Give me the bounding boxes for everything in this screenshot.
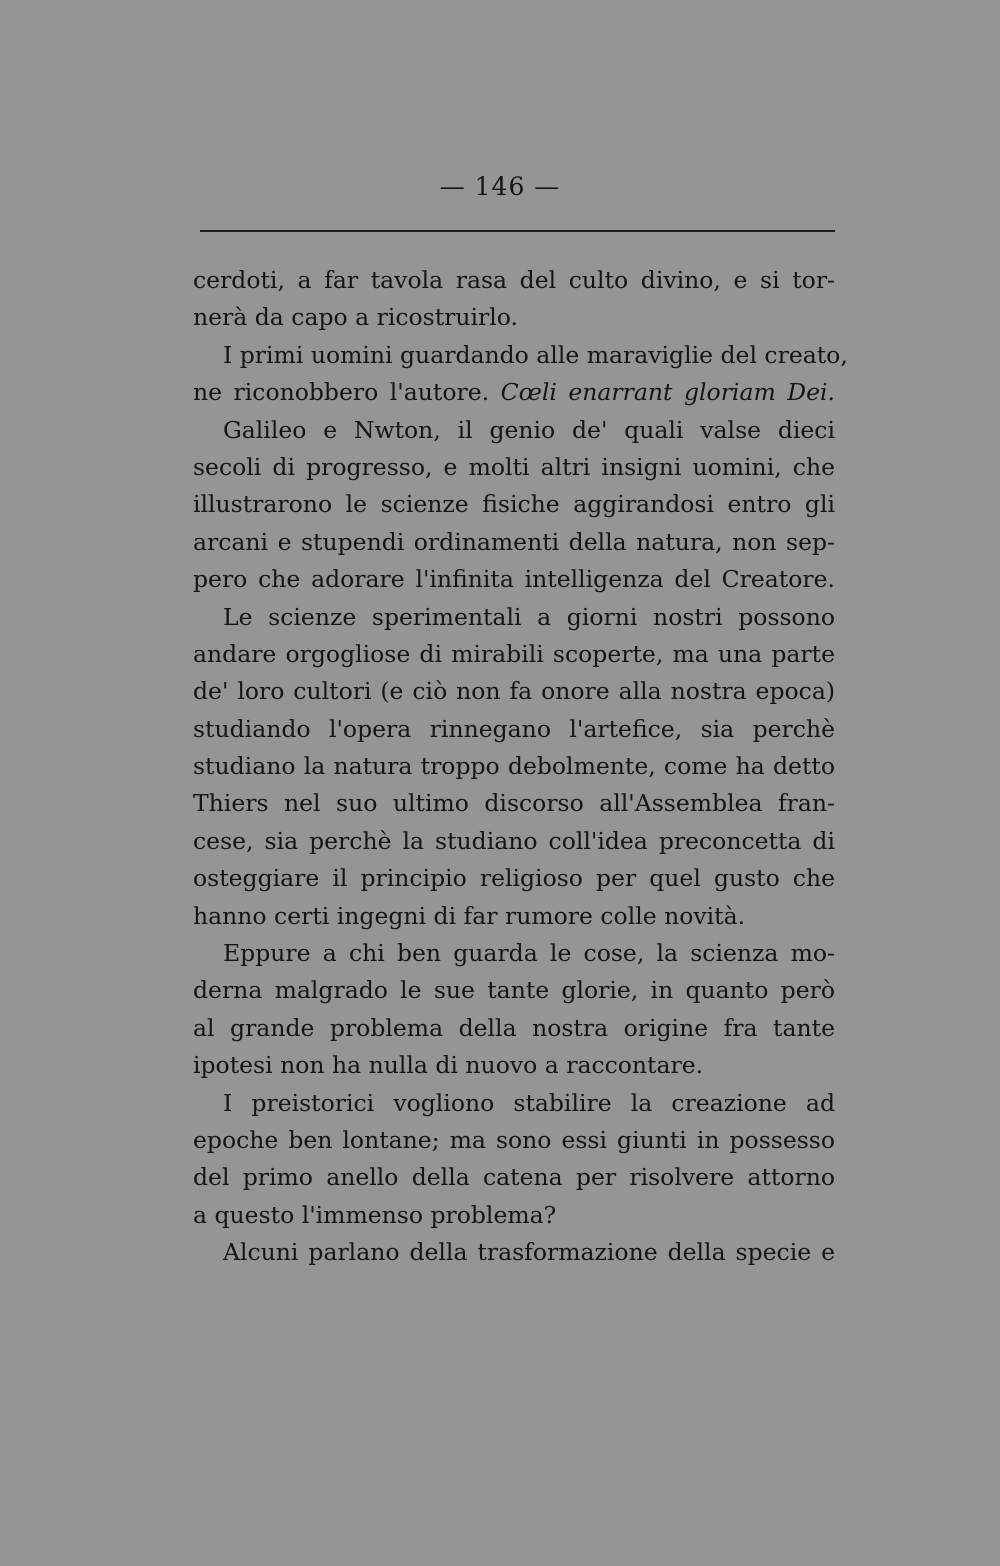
text-line-roman: ne riconobbero l'autore. (193, 378, 490, 407)
text-line: al grande problema della nostra origine fra tante (193, 1013, 835, 1042)
text-line: studiando l'opera rinnegano l'artefice, sia perchè (193, 714, 835, 743)
text-line: osteggiare il principio religioso per quel gusto che (193, 864, 835, 893)
text-line: Alcuni parlano della trasformazione della specie e (223, 1238, 835, 1267)
text-line: I preistorici vogliono stabilire la creazione ad (223, 1088, 835, 1117)
text-line: Galileo e Nwton, il genio de' quali valse dieci (223, 415, 835, 444)
text-line: cerdoti, a far tavola rasa del culto divino, e si tor- (193, 266, 835, 294)
text-line: de' loro cultori (e ciò non fa onore alla nostra epoca) (193, 677, 835, 706)
text-line: arcani e stupendi ordinamenti della natura, non sep- (193, 527, 835, 556)
page-number: — 146 — (439, 172, 561, 201)
text-line: a questo l'immenso problema? (193, 1200, 557, 1229)
text-line: hanno certi ingegni di far rumore colle novità. (193, 901, 746, 930)
text-line: cese, sia perchè la studiano coll'idea preconcetta di (193, 826, 835, 855)
text-line: I primi uomini guardando alle maraviglie del creato, (223, 340, 848, 369)
body-text (193, 262, 848, 1272)
text-line: illustrarono le scienze fisiche aggirandosi entro gli (193, 490, 835, 519)
header-rule (200, 230, 835, 232)
text-line: Le scienze sperimentali a giorni nostri possono (223, 602, 835, 631)
text-line (193, 374, 835, 411)
text-line: del primo anello della catena per risolvere attorno (193, 1163, 835, 1192)
text-line: Eppure a chi ben guarda le cose, la scienza mo- (223, 939, 835, 968)
text-line: nerà da capo a ricostruirlo. (193, 303, 518, 332)
text-line: secoli di progresso, e molti altri insigni uomini, che (193, 452, 835, 481)
text-line: epoche ben lontane; ma sono essi giunti in possesso (193, 1125, 835, 1154)
latin-quotation: Cœli enarrant gloriam Dei. (500, 378, 835, 407)
text-line: pero che adorare l'infinita intelligenza del Creatore. (193, 565, 835, 594)
text-line: ipotesi non ha nulla di nuovo a raccontare. (193, 1051, 704, 1080)
text-line: studiano la natura troppo debolmente, come ha detto (193, 752, 835, 781)
text-line: Thiers nel suo ultimo discorso all'Assemblea fran- (193, 789, 835, 818)
text-line: derna malgrado le sue tante glorie, in quanto però (193, 976, 835, 1005)
text-line: andare orgogliose di mirabili scoperte, ma una parte (193, 639, 835, 668)
